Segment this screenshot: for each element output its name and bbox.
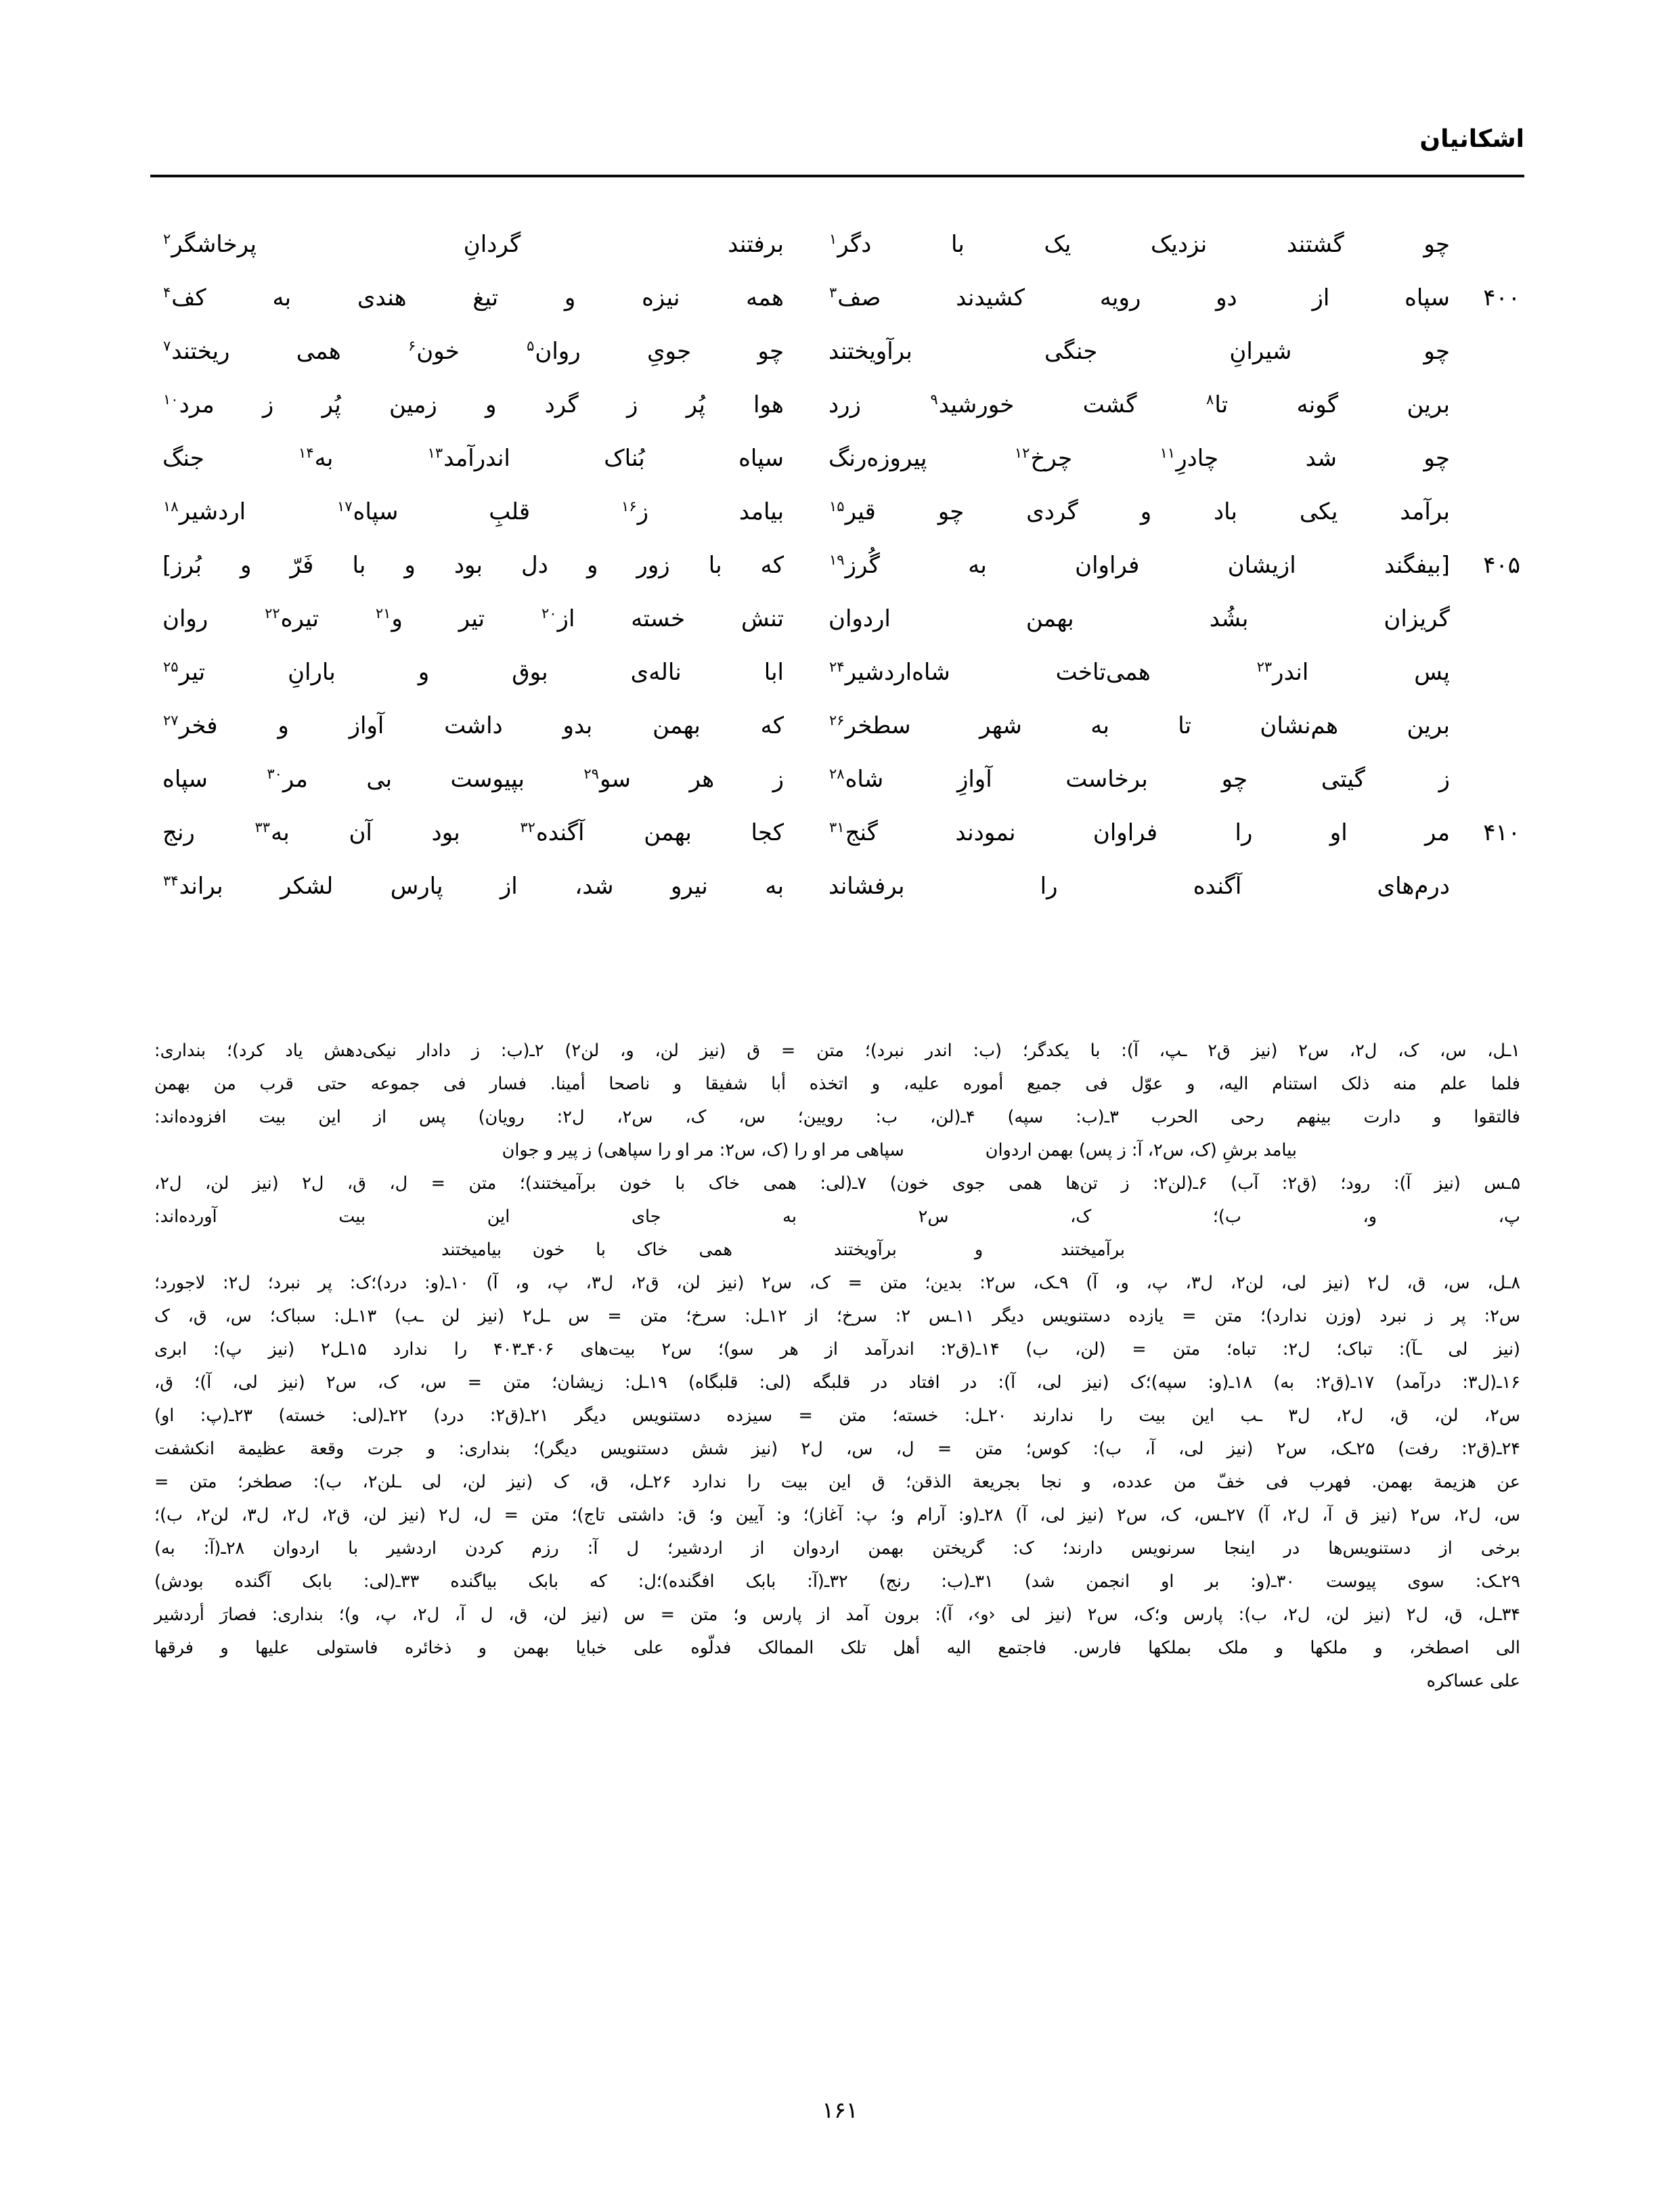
verse-word: سو xyxy=(599,766,632,793)
verse-word: مر xyxy=(1425,819,1451,846)
apparatus-line: عن هزیمة بهمن. فهرب فی خفّ من عدده، و نجا بجریعة الذقن؛ ق این بیت را ندارد ۲۶ـل، ق، ک (نیز لن، لی ـلن۲، ب): صطخر؛ متن = xyxy=(154,1472,1520,1492)
footnote-marker: ۱ xyxy=(829,230,837,247)
verse-couplet xyxy=(157,544,1523,586)
verse-word: ناله‌ی xyxy=(630,659,682,686)
verse-word: نیزه xyxy=(642,284,680,311)
verse-word: به xyxy=(1090,712,1109,739)
verse-word: و xyxy=(586,552,598,579)
footnote-marker: ۱۸ xyxy=(163,498,179,515)
apparatus-line: ۲۴ـ(ق۲: رفت) ۲۵ـک، س۲ (نیز لی، آ، ب): کوس؛ متن = ل، س، ل۲ (نیز شش دستنویس دیگر)؛ بنداری: و جرت وقعة عظیمة انکشفت xyxy=(154,1439,1521,1459)
hemistich xyxy=(157,598,791,640)
apparatus-variant-couplet xyxy=(154,1234,1520,1267)
verse-word: خسته xyxy=(631,605,686,632)
hemistich xyxy=(791,384,1450,426)
verse-word: به xyxy=(314,445,334,472)
verse-word: تیغ xyxy=(472,284,499,311)
verse-word: و xyxy=(1140,498,1152,525)
apparatus-line: پ، و، ب)؛ ک، س۲ به جای این بیت آورده‌اند: xyxy=(154,1206,1520,1227)
verse-word: شهر xyxy=(979,712,1022,739)
footnote-marker: ۲۹ xyxy=(583,765,599,782)
verse-word: هندی xyxy=(357,284,407,311)
verse-word: اندر xyxy=(1273,659,1309,686)
verse-word: قلبِ xyxy=(489,498,531,525)
verse-word: را xyxy=(1235,819,1253,846)
running-title: اشکانیان xyxy=(1419,125,1524,153)
verse-couplet xyxy=(157,223,1523,265)
verse-word: و xyxy=(564,284,576,311)
verse-word: رویه xyxy=(1099,284,1141,311)
hemistich xyxy=(791,651,1450,693)
verse-word: از xyxy=(557,605,575,632)
hemistich xyxy=(791,437,1450,479)
footnote-marker: ۳ xyxy=(829,284,837,301)
verse-word: [بیفگند xyxy=(1384,552,1451,579)
verse-word: برفشاند xyxy=(828,873,905,900)
apparatus-line: (نیز لی ـآ): تباک؛ ل۲: تباه؛ متن = (لن، ب) ۱۴ـ(ق۲: اندرآمد از هر سو)؛ س۲ بیت‌های ۴۰۶ـ۴۰۳ را ندارد ۱۵ـل۲ (نیز پ): ابری xyxy=(154,1339,1521,1359)
hemistich xyxy=(157,437,791,479)
verse-word: باد xyxy=(1214,498,1237,525)
verse-word: برفتند xyxy=(728,231,784,258)
verse-word: برین xyxy=(1407,391,1451,418)
verse-word: آواز xyxy=(349,712,384,739)
verse-word: پرخاشگر xyxy=(171,231,257,258)
verse-word: چو xyxy=(757,338,784,365)
verse-word: بدو xyxy=(562,712,593,739)
verse-word: چو xyxy=(937,498,965,525)
verse-word: بیامد xyxy=(738,498,784,525)
verse-word: سپاه xyxy=(353,498,399,525)
verse-word: که xyxy=(760,552,784,579)
apparatus-line: ۱۶ـ(ل۳: درآمد) ۱۷ـ(ق۲: به) ۱۸ـ(و: سپه)؛ک (نیز لی، آ): در افتاد در قلبگه (لی: قلبگاه) ۱۹ـل: زیشان؛ متن = س، ک، س۲ (نیز لی، آ)؛ ق، xyxy=(154,1372,1520,1393)
verse-word: او xyxy=(1329,819,1348,846)
verse-word: ز xyxy=(626,391,638,418)
verse-word: چادرِ xyxy=(1176,445,1219,472)
apparatus-line: فالتقوا و دارت بینهم رحی الحرب ۳ـ(ب: سپه) ۴ـ(لن، ب: رویین؛ س، ک، س۲، ل۲: رویان) پس از این بیت افزوده‌اند: xyxy=(154,1107,1520,1127)
verse-word: شیرانِ xyxy=(1229,338,1292,365)
verse-word: ابا xyxy=(764,659,784,686)
verse-word: برین xyxy=(1407,712,1451,739)
verse-word: شاه xyxy=(845,766,884,793)
footnote-marker: ۳۰ xyxy=(267,765,282,782)
verse-word: جنگ xyxy=(162,445,204,472)
footnote-marker: ۲۵ xyxy=(163,658,179,675)
verse-block xyxy=(157,223,1523,919)
verse-word: آگنده xyxy=(1193,873,1242,900)
verse-word: اردشیر xyxy=(179,498,246,525)
verse-word: تا xyxy=(1214,391,1229,418)
verse-word: ریختند xyxy=(171,338,230,365)
critical-apparatus xyxy=(154,1035,1520,1698)
verse-couplet xyxy=(157,491,1523,533)
verse-word: برآمد xyxy=(1400,498,1450,525)
verse-word: به xyxy=(271,819,290,846)
hemistich xyxy=(157,758,791,800)
apparatus-line: ۱ـل، س، ک، ل۲، س۲ (نیز ق۲ ـپ، آ): با یکدگر؛ (ب: اندر نبرد)؛ متن = ق (نیز لن، و، لن۲) ۲ـ(ب: ز دادار نیکی‌دهش یاد کرد)؛ بنداری: xyxy=(154,1041,1520,1061)
footnote-marker: ۲۶ xyxy=(829,712,845,728)
hemistich xyxy=(157,384,791,426)
verse-word: که xyxy=(760,712,784,739)
verse-word: رنج xyxy=(162,819,195,846)
verse-word: زور xyxy=(636,552,670,579)
verse-word: تیر xyxy=(179,659,206,686)
verse-word: پس xyxy=(1414,659,1450,686)
footnote-marker: ۱۰ xyxy=(163,391,179,408)
verse-word: همی xyxy=(296,338,341,365)
verse-word: نزدیک xyxy=(1150,231,1208,258)
footnote-marker: ۵ xyxy=(527,337,535,354)
verse-couplet xyxy=(157,384,1523,426)
verse-word: تنش xyxy=(740,605,784,632)
verse-word: بود xyxy=(454,552,483,579)
verse-word: یکی xyxy=(1299,498,1338,525)
verse-couplet xyxy=(157,651,1523,693)
verse-word: و xyxy=(278,712,289,739)
apparatus-line: ۲۹ـک: سوی پیوست ۳۰ـ(و: بر او انجمن شد) ۳۱ـ(ب: رنج) ۳۲ـ(آ: بابک افگنده)؛ل: که بابک بیاگنده ۳۳ـ(لی: بابک آگنده بودش) xyxy=(154,1571,1520,1592)
verse-word: از xyxy=(1312,284,1330,311)
verse-number: ۴۰۵ xyxy=(1483,552,1520,579)
apparatus-segment: سپاهی مر او را (ک، س۲: مر او را سپاهی) ز پیر و جوان xyxy=(502,1140,904,1160)
verse-word: چو xyxy=(1423,338,1450,365)
verse-couplet xyxy=(157,705,1523,747)
verse-word: تیره xyxy=(280,605,319,632)
verse-word: بشُد xyxy=(1209,605,1249,632)
verse-word: شد xyxy=(1305,445,1337,472)
verse-word: گریزان xyxy=(1384,605,1450,632)
verse-word: آن xyxy=(349,819,372,846)
verse-word: از xyxy=(500,873,518,900)
verse-word: هم‌نشان xyxy=(1260,712,1339,739)
verse-word: کجا xyxy=(751,819,784,846)
footnote-marker: ۸ xyxy=(1206,391,1214,408)
verse-word: کف xyxy=(171,284,206,311)
verse-word: پُر xyxy=(686,391,705,418)
verse-word: ز xyxy=(262,391,274,418)
footnote-marker: ۱۴ xyxy=(299,444,314,461)
verse-couplet xyxy=(157,277,1523,319)
verse-couplet xyxy=(157,598,1523,640)
hemistich xyxy=(791,598,1450,640)
hemistich xyxy=(157,330,791,372)
footnote-marker: ۷ xyxy=(163,337,171,354)
verse-word: با xyxy=(352,552,366,579)
footnote-marker: ۳۲ xyxy=(520,819,535,835)
verse-word: گردانِ xyxy=(463,231,521,258)
verse-word: را xyxy=(1040,873,1058,900)
verse-word: پُر xyxy=(322,391,341,418)
verse-word: شد، xyxy=(575,873,614,900)
verse-word: گُرز xyxy=(845,552,880,579)
verse-word: روان xyxy=(535,338,581,365)
verse-word: و xyxy=(240,552,252,579)
verse-word: خون xyxy=(416,338,460,365)
footnote-marker: ۶ xyxy=(407,337,416,354)
verse-couplet xyxy=(157,812,1523,854)
verse-number: ۴۱۰ xyxy=(1483,819,1520,846)
footnote-marker: ۲۷ xyxy=(163,712,179,728)
hemistich xyxy=(791,277,1450,319)
footnote-marker: ۲۱ xyxy=(375,605,391,622)
footnote-marker: ۲۲ xyxy=(265,605,280,622)
verse-word: و xyxy=(485,391,497,418)
verse-word: سپاه xyxy=(1405,284,1451,311)
verse-couplet xyxy=(157,330,1523,372)
verse-word: به xyxy=(765,873,784,900)
verse-word: اردوان xyxy=(828,605,891,632)
verse-word: گردی xyxy=(1026,498,1078,525)
verse-word: قیر xyxy=(845,498,876,525)
verse-word: نیرو xyxy=(670,873,708,900)
footnote-marker: ۲۳ xyxy=(1256,658,1273,675)
footnote-marker: ۱۱ xyxy=(1159,444,1176,461)
hemistich xyxy=(157,491,791,533)
verse-word: به xyxy=(272,284,292,311)
hemistich xyxy=(157,651,791,693)
verse-word: بُناک xyxy=(604,445,645,472)
verse-word: جویِ xyxy=(646,338,692,365)
verse-word: اندرآمد xyxy=(443,445,510,472)
verse-word: فراوان xyxy=(1092,819,1158,846)
verse-couplet xyxy=(157,437,1523,479)
footnote-marker: ۱۷ xyxy=(336,498,353,515)
verse-word: زرد xyxy=(828,391,861,418)
hemistich xyxy=(791,544,1450,586)
verse-word: گونه xyxy=(1296,391,1339,418)
verse-word: با xyxy=(951,231,965,258)
apparatus-line: ۳۴ـل، ق، ل۲ (نیز لن، ل۲، ب): پارس و؛ک، س۲ (نیز لی ‹و›، آ): برون آمد از پارس و؛ متن = س (نیز لن، ق، ل آ، ل۲، پ، و)؛ بنداری: فصارَ أردشیر xyxy=(154,1605,1520,1625)
footnote-marker: ۱۶ xyxy=(621,498,637,515)
verse-word: تا xyxy=(1178,712,1192,739)
apparatus-arabic-quote: الی اصطخر، و ملکها و ملک بملکها فارس. فاجتمع الیه أهل تلک الممالک فدلّوه علی خبایا بهمن و ذخائره فاستولی علیها و فرقها xyxy=(154,1638,1520,1658)
footnote-marker: ۴ xyxy=(163,284,171,301)
verse-word: بپیوست xyxy=(450,766,525,793)
footnote-marker: ۳۱ xyxy=(829,819,845,835)
verse-word: گشتند xyxy=(1286,231,1344,258)
verse-word: پارس xyxy=(390,873,443,900)
verse-word: گشت xyxy=(1082,391,1137,418)
apparatus-segment: بیامد برشِ (ک، س۲، آ: ز پس) بهمن اردوان xyxy=(985,1140,1297,1160)
verse-word: مر xyxy=(282,766,308,793)
verse-word: یک xyxy=(1044,231,1071,258)
apparatus-arabic-quote: فلما علم منه ذلک استنام الیه، و عوّل فی جمیع أموره علیه، و اتخذه أبا شفیقا و ناصحا أمینا. فسار فی جموعه حتی قرب من بهمن xyxy=(154,1074,1520,1094)
footnote-marker: ۹ xyxy=(930,391,938,408)
verse-word: تیر xyxy=(458,605,485,632)
verse-word: آگنده xyxy=(535,819,585,846)
apparatus-line: ۵ـس (نیز آ): رود؛ (ق۲: آب) ۶ـ(لن۲: ز تن‌ها همی جوی خون) ۷ـ(لی: همی خاک با خون برآمیختند)؛ متن = ل، ق، ل۲ (نیز لن، ل۲، xyxy=(154,1173,1521,1194)
verse-word: گیتی xyxy=(1321,766,1365,793)
verse-word: همی‌تاخت xyxy=(1055,659,1151,686)
verse-word: درم‌های xyxy=(1377,873,1450,900)
verse-word: بود xyxy=(431,819,460,846)
verse-word: برخاست xyxy=(1065,766,1148,793)
verse-word: با xyxy=(708,552,722,579)
footnote-marker: ۳۳ xyxy=(255,819,271,835)
verse-word: هوا xyxy=(753,391,784,418)
apparatus-line: علی عساکره xyxy=(1426,1671,1520,1691)
apparatus-line: ۸ـل، س، ق، ل۲ (نیز لی، لن۲، ل۳، پ، و، آ) ۹ـک، س۲: بدین؛ متن = ک، س۲ (نیز لن، ق۲، ل۳، پ، و، آ) ۱۰ـ(و: درد)؛ک: پر نبرد؛ ل۲: لاجورد؛ xyxy=(154,1273,1521,1293)
verse-word: چرخ xyxy=(1030,445,1073,472)
verse-word: گرد xyxy=(544,391,579,418)
folio-number: ۱۶۱ xyxy=(822,2097,858,2123)
verse-word: داشت xyxy=(444,712,503,739)
verse-word: بهمن xyxy=(644,819,692,846)
verse-word: صف xyxy=(837,284,881,311)
verse-word: دو xyxy=(1216,284,1237,311)
hemistich xyxy=(157,812,791,854)
footnote-marker: ۲۸ xyxy=(829,765,845,782)
verse-word: سپاه xyxy=(738,445,784,472)
apparatus-segment: همی خاک با خون بیامیختند xyxy=(441,1240,732,1260)
verse-word: و xyxy=(391,605,403,632)
verse-word: خورشید xyxy=(938,391,1015,418)
running-head xyxy=(150,126,1530,153)
verse-word: بارانِ xyxy=(288,659,336,686)
verse-word: بُرز] xyxy=(162,552,202,579)
header-rule xyxy=(150,175,1524,177)
verse-word: براند xyxy=(179,873,223,900)
verse-word: و xyxy=(404,552,416,579)
footnote-marker: ۱۵ xyxy=(829,498,845,515)
verse-word: دل xyxy=(521,552,548,579)
apparatus-inset-variant xyxy=(154,1134,1520,1167)
hemistich xyxy=(157,865,791,907)
verse-word: به xyxy=(968,552,987,579)
verse-couplet xyxy=(157,758,1523,800)
verse-word: فخر xyxy=(179,712,218,739)
verse-word: بوق xyxy=(512,659,548,686)
verse-word: ز xyxy=(637,498,649,525)
apparatus-line: برخی از دستنویس‌ها در اینجا سرنویس دارند؛ ک: گریختن بهمن اردوان از اردشیر؛ ل آ: رزم کردن اردشیر با اردوان ۲۸ـ(آ: به) xyxy=(154,1538,1520,1559)
verse-word: شاه‌اردشیر xyxy=(845,659,950,686)
verse-number: ۴۰۰ xyxy=(1483,284,1520,311)
verse-word: مرد xyxy=(179,391,215,418)
verse-word: پیروزه‌رنگ xyxy=(828,445,927,472)
verse-word: فراوان xyxy=(1075,552,1140,579)
verse-word: ازیشان xyxy=(1227,552,1296,579)
hemistich xyxy=(157,705,791,747)
verse-word: همه xyxy=(746,284,784,311)
verse-word: گنج xyxy=(845,819,878,846)
apparatus-line: س۲: پر ز نبرد (وزن ندارد)؛ متن = یازده دستنویس دیگر ۱۱ـس ۲: سرخ؛ از ۱۲ـل: سرخ؛ متن = س ـل۲ (نیز لن ـب) ۱۳ـل: سباک؛ س، ق، ک xyxy=(154,1306,1521,1326)
apparatus-line: س، ل۲، س۲ (نیز ق آ، ل۲، آ) ۲۷ـس، ک، س۲ (نیز لی، آ) ۲۸ـ(و: آرام و؛ پ: آغاز)؛ و: آیین و؛ ق: داشتی تاج)؛ متن = ل، ل۲ (نیز لن، ق۲، ل۲، ل۳، لن۲، ب)؛ xyxy=(154,1505,1520,1525)
apparatus-segment: برآمیختند و برآویختند xyxy=(834,1240,1125,1260)
hemistich xyxy=(157,277,791,319)
hemistich xyxy=(157,544,791,586)
footnote-marker: ۳۴ xyxy=(163,872,179,889)
hemistich xyxy=(791,705,1450,747)
verse-word: بهمن xyxy=(1025,605,1074,632)
hemistich xyxy=(157,223,791,265)
verse-word: بی xyxy=(366,766,393,793)
verse-word: ز xyxy=(772,766,784,793)
verse-word: هر xyxy=(689,766,715,793)
footnote-marker: ۲ xyxy=(163,230,171,247)
footnote-marker: ۱۲ xyxy=(1014,444,1030,461)
verse-word: سطخر xyxy=(845,712,911,739)
footnote-marker: ۲۴ xyxy=(829,658,845,675)
hemistich xyxy=(791,223,1450,265)
verse-couplet xyxy=(157,865,1523,907)
footnote-marker: ۱۳ xyxy=(427,444,443,461)
verse-word: آوازِ xyxy=(956,766,992,793)
verse-word: کشیدند xyxy=(956,284,1025,311)
verse-word: دگر xyxy=(837,231,872,258)
hemistich xyxy=(791,330,1450,372)
verse-word: چو xyxy=(1221,766,1248,793)
apparatus-line: س۲، لن، ق، ل۲، ل۳ ـب این بیت را ندارند ۲۰ـل: خسته؛ متن = سیزده دستنویس دیگر ۲۱ـ(ق۲: درد) ۲۲ـ(لی: خسته) ۲۳ـ(پ: او) xyxy=(154,1406,1520,1426)
verse-word: چو xyxy=(1423,445,1450,472)
hemistich xyxy=(791,812,1450,854)
verse-word: چو xyxy=(1423,231,1450,258)
verse-word: روان xyxy=(162,605,208,632)
verse-word: بهمن xyxy=(653,712,701,739)
verse-word: لشکر xyxy=(280,873,334,900)
verse-word: زمین xyxy=(389,391,437,418)
hemistich xyxy=(791,865,1450,907)
verse-word: سپاه xyxy=(162,766,208,793)
footnote-marker: ۲۰ xyxy=(541,605,557,622)
verse-word: ز xyxy=(1438,766,1451,793)
verse-word: جنگی xyxy=(1044,338,1098,365)
hemistich xyxy=(791,758,1450,800)
hemistich xyxy=(791,491,1450,533)
verse-word: فَرّ xyxy=(290,552,314,579)
verse-word: برآویختند xyxy=(828,338,912,365)
verse-word: و xyxy=(418,659,430,686)
verse-word: نمودند xyxy=(955,819,1016,846)
footnote-marker: ۱۹ xyxy=(829,551,845,568)
